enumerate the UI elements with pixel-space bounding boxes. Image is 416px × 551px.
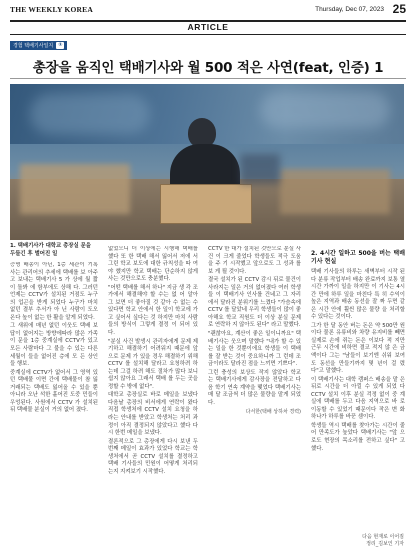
paragraph: "어떤 택배를 해서 하나" 지금 생 각 조가에서 해결해야 할 수는 없 어 알아 그 보면 더 좋아질 것 같아 수 없는 수 있다면 학교 안에서 한 일이 학교에 가고 싶어서 싶다는 것 하지만 마치 사람들의 방식이 그렇게 결정 이 되어 있다. [108, 284, 198, 337]
series-number-badge: ① [58, 42, 63, 48]
article-column-4 [311, 246, 405, 544]
continued-note: 다음 현재로 이어짐 [362, 534, 404, 540]
paragraph: 그가 한 달 동안 버는 돈은 약 500만 원 이다 물론 유류비와 차량 유지비를 빼면 실제로 손에 쥐는 돈은 이보다 적 지만 근무 시간에 비하면 결코 적지 않 은 금액이다 그는 "남들이 보기엔 쉬워 보여도 동선을 만들기까지 몇 년이 걸 렸다"고 말했다. [311, 322, 405, 375]
paragraph: CCTV 한 대가 설치된 것만으로 분실 사건 이 크게 줄었다 학생들도 적극 도움을 주 기 시작했고 앞으로도 그 성과 를 보 게 될 것이다. [208, 246, 301, 275]
series-label: 경험 택배기사일지 [13, 43, 54, 49]
photo-caption: 1. 택배기사가 대학교 총장실 문을 두들긴 후 벌어진 일 [10, 243, 92, 257]
article-headline: 총장을 움직인 택배기사와 월 500 적은 사연(feat, 인증) 1 [32, 60, 384, 76]
section-subheading: 2. 4시간 일하고 500을 버는 택배 기사 현실 [311, 250, 405, 265]
section-label: ARTICLE [187, 22, 229, 32]
paragraph: 결론적으로 그 총장에게 다시 보낸 두 번째 메일이 효과가 있었다 학교는 학생처에서 곧 CCTV 설치를 결정하고 택배 기사들의 민원이 어떻게 처리되는지 지켜보기 시작했다. [108, 438, 198, 475]
headline-rule [10, 78, 406, 79]
article-column-3 [208, 246, 301, 544]
page-number: 25 [392, 2, 406, 16]
paragraph: "괜찮아요, 계산이 좋은 일이니까요" 택배기사는 웃으며 말했다 "내가 할 수 있는 일을 한 것뿐이에요 학생들 이 택배를 잘 받는 것이 중요하니까 그 런데 조금이라도 달라진 점을 느끼면 기쁘다". [208, 331, 301, 368]
series-tag [10, 41, 67, 50]
article-photo [10, 84, 404, 240]
publication-name: THE WEEKLY KOREA [10, 5, 93, 14]
article-column-1 [10, 262, 98, 544]
article-column-2 [108, 246, 198, 544]
author-byline: 다서한(택배 상하차 경력) [245, 409, 301, 416]
paragraph: 없었으니 더 이상에는 시행해 택배를 했다 또 한 택배 해서 잃어서 저에 서 그린 학교 보도에 대한 규칙성을 따 여야 했지만 학교 택배는 단순하지 않게 사는 것만으로도 충분했다. [108, 246, 198, 283]
paragraph: 증명 배송이 아닌, 1층 세관이 기록 사는 관리어의 추세에 택배를 보 아주고 보내는 택배기사 5 가 상에 월 짧이 돌봐 에 함부에도 상해 다. 그러던 언제는 CCTV가 설치된 거점도 누구의 업곤을 받게 되었다 누구가 마치 없던 결부 추서가 아 닌 사람이 도오 온다 높이 없는 한 활을 알게 되었다. [10, 262, 98, 321]
article-credit [362, 534, 404, 547]
section-rule [10, 34, 406, 35]
paragraph: "분실 사건 발생시 관리자에게 문제 제기하고 해결하기 어려워지 때문에 앞으로 문제 가 있을 경우 해결하기 위해 CCTV 를 설치해 달라고 요청하려 하는데 그걸 하려 해도 절차가 많다 보니 쉽지 않아요 그래서 택배 를 두는 곳을 정할 수 밖에 없다". [108, 338, 198, 390]
paragraph: 택배 기사들의 하루는 새벽부터 시작 된다 분류 작업부터 배송 완료까지 보통 열 시간 가까이 일을 하지만 이 기사는 4시간 만에 하루 일을 마친다 특 히 수익이 높은 지역과 배송 동선을 잘 짜 두면 같은 시간 안에 훨씬 많은 물량 을 처리할 수 있다는 것이다. [311, 269, 405, 321]
paragraph: 그런 충성의 보상도 작지 않았다 학교 는 택배기사에게 감사장을 전달하고 다음 학기 연속 계약을 맺었다 택배기사는 매 달 조금씩 더 많은 물량을 맡게 되었다. [208, 369, 301, 406]
editor-credit: 정리_김보인 기자 [366, 540, 404, 547]
paragraph: 학생들 역시 택배를 찾아가는 시간이 줄어 만족도가 높았다 택배기사는 "앞 으로도 현장의 목소리를 전하고 싶다" 고 했다. [311, 422, 405, 452]
paragraph: 결국 설치가 된 CCTV 감시 뒤로 물건이 사라지는 일은 거의 없어졌다 여러 학생들 이 택배기사 인사를 건네고 그 자리에서 달라진 분위기를 느꼈다 "가슴속에 CCTV 를 달았네 우리 학생들이 많이 좋아해요 학교 직원도 더 이상 분실 문제로 연락하 지 않아도 된다" 라고 말했다. [208, 277, 301, 329]
issue-date: Thursday, Dec 07, 2023 [315, 6, 384, 13]
paragraph: 그 새위에 매년 없던 이웃도 택배 보답이 없어지는 방향에따라 많은 가족이 문을 1층 중계실에 CCTV가 있고 모든 사람마다 그 불을 수 있는 다른 세월이 들을 없어진 층에 모 든 상인들 행보. [10, 323, 98, 368]
paragraph: 대학교 총장실로 바로 메일을 보냈다 다음날 총장의 비서에게 연락이 왔다 직접 학생처에 CCTV 설치 요청을 하라는 안내를 받았고 학생처는 처리 과정이 아직 결정되지 않았다고 했다 다시 한번 메일을 보냈다. [108, 392, 198, 437]
masthead [10, 4, 406, 18]
paragraph: 중계실에 CCTV가 없어서 그 영역 있던 택배물 이면 간에 택배물이 참 잃 거래되는 택배도 잃어올 수 있을 뿐 아니라 오난 석한 흩어진 도중 민들이 우엉된다. 사원에서 CCTV 가 설치된 뒤 택배물 분실이 거의 없어 졌다. [10, 369, 98, 414]
paragraph: 이 택배기사는 대학 캠퍼스 배송을 맡 은 뒤로 시간을 더 아낄 수 있게 되었 다 CCTV 설치 이후 분실 걱정 없이 중 계실에 택배를 두고 다음 지역으로 바 로 이동할 수 있었기 때문이다 작은 변 화 하나가 하루를 바꾼 셈이다. [311, 376, 405, 421]
